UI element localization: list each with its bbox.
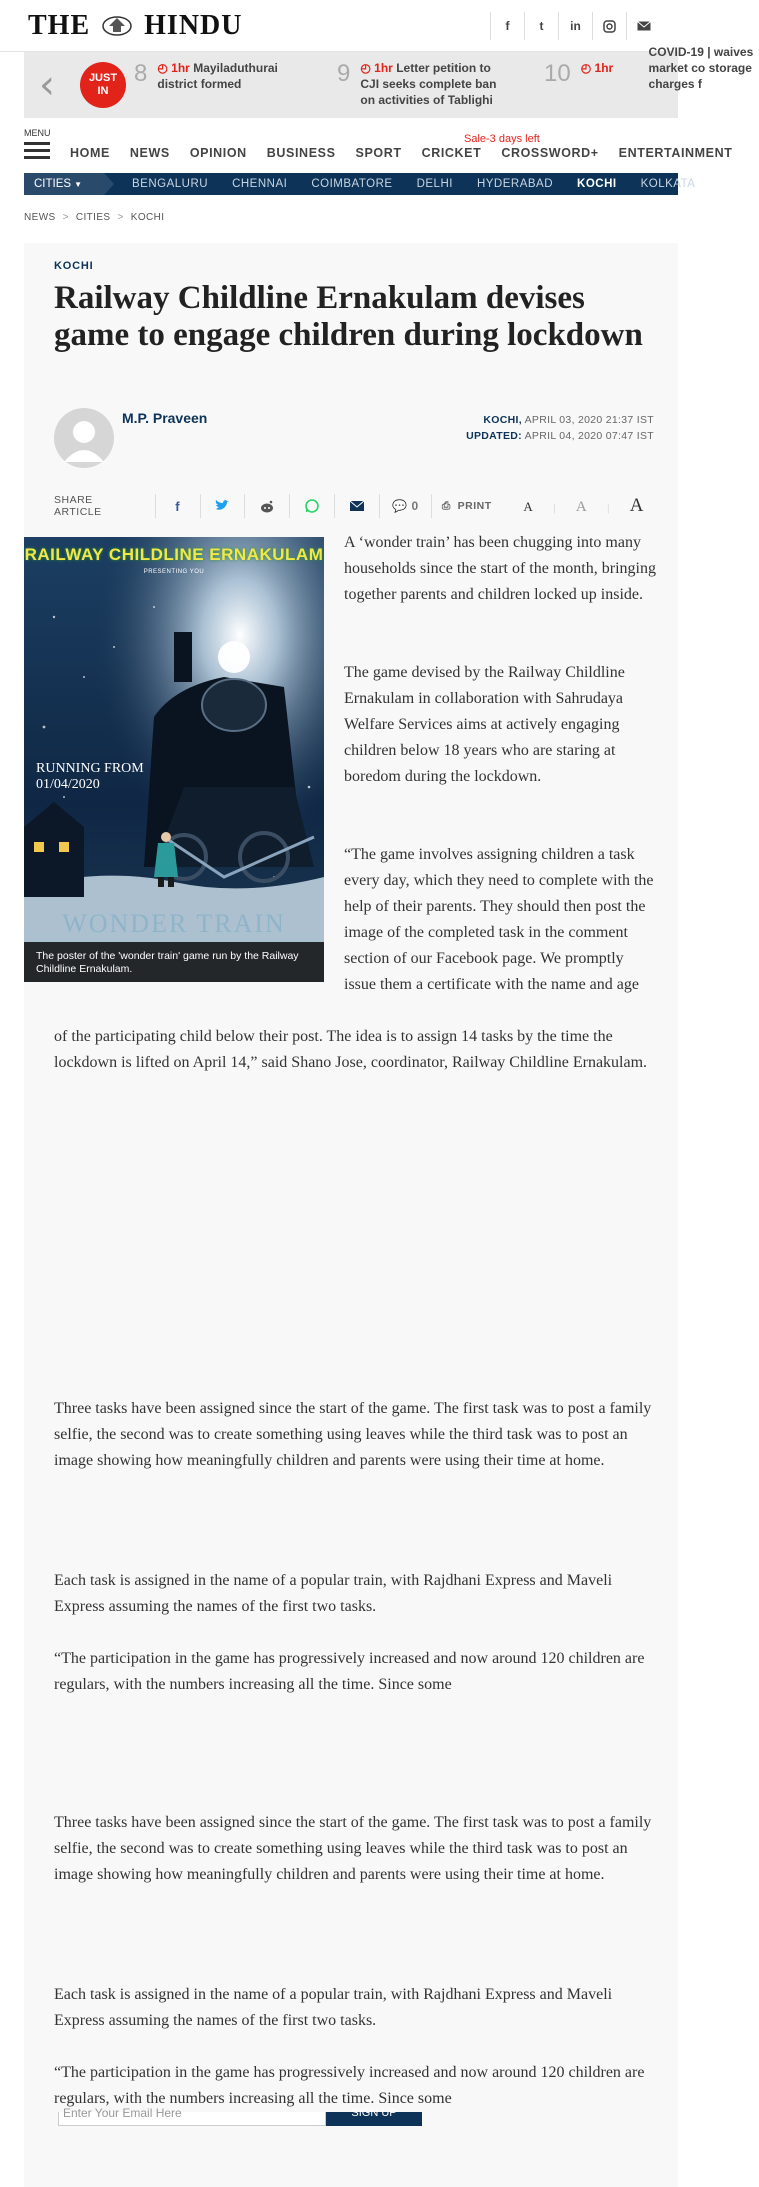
article-paragraph: of the participating child below their post. The idea is to assign 14 tasks by the time the lockdown is lifted on April 14,” said Shano Jose, coordinator, Railway Childline Ernakulam. [54, 1028, 648, 1071]
breadcrumb: NEWS > CITIES > KOCHI [24, 212, 165, 223]
city-chennai[interactable]: CHENNAI [232, 178, 288, 190]
avatar[interactable] [54, 408, 114, 468]
city-kolkata[interactable]: KOLKATA [640, 178, 696, 190]
article-paragraph: A ‘wonder train’ has been chugging into many households since the start of the month, bringing together parents and children locked up inside. [344, 534, 656, 603]
author-name[interactable]: M.P. Praveen [122, 410, 208, 426]
article-paragraph: Three tasks have been assigned since the start of the game. The first task was to post a family selfie, the second was to create something using leaves while the third task was to post an image showing how meaningfully children and parents were using their time at home. [54, 1400, 652, 1469]
article-title: Railway Childline Ernakulam devises game to engage children during lockdown [54, 280, 643, 353]
city-kochi[interactable]: KOCHI [577, 178, 617, 190]
poster-subtitle: PRESENTING YOU [143, 569, 205, 575]
poster-name: WONDER TRAIN [62, 909, 286, 938]
font-size-large[interactable]: A [629, 495, 644, 516]
article-paragraph: Each task is assigned in the name of a popular train, with Rajdhani Express and Maveli Express assuming the names of the first two tasks. [54, 1986, 613, 2029]
cities-dropdown[interactable]: CITIES ▼ [24, 173, 104, 195]
share-label: SHARE ARTICLE [54, 494, 102, 518]
nav-crossword[interactable]: CROSSWORD+ [501, 146, 599, 160]
email-input[interactable]: Enter Your Email Here [58, 2112, 326, 2126]
nav-news[interactable]: NEWS [129, 146, 170, 160]
instagram-icon[interactable] [592, 12, 626, 40]
city-bengaluru[interactable]: BENGALURU [131, 178, 209, 190]
twitter-icon[interactable]: t [524, 12, 558, 40]
breadcrumb-kochi[interactable]: KOCHI [130, 212, 165, 223]
hamburger-icon [24, 142, 54, 159]
article-paragraph: Three tasks have been assigned since the start of the game. The first task was to post a family selfie, the second was to create something using leaves while the third task was to post an image showing how meaningfully children and parents were using their time at home. [54, 1814, 652, 1883]
email-share-icon[interactable] [334, 494, 379, 518]
main-nav [70, 146, 752, 160]
nav-home[interactable]: HOME [70, 146, 110, 160]
nav-opinion[interactable]: OPINION [189, 146, 247, 160]
ticker-item[interactable]: 10 ◴ 1hr COVID-19 | waives market co storage charges f [544, 45, 754, 91]
comment-icon: 💬 [392, 499, 408, 513]
site-logo[interactable] [28, 10, 242, 42]
article-paragraph: The game devised by the Railway Childline Ernakulam in collaboration with Sahrudaya Welfare Services aims at actively engaging children below 18 years who are staring at boredom during the lockdown. [344, 664, 625, 785]
facebook-share-icon[interactable]: f [155, 494, 200, 518]
truncated-paragraph: “The participation in the game has progressively increased and now around 120 children are regulars, with the numbers increasing all the time. Since some [54, 1650, 645, 1693]
linkedin-icon[interactable]: in [558, 12, 592, 40]
mail-icon[interactable] [626, 12, 660, 40]
user-icon [54, 408, 114, 468]
poster-title: RAILWAY CHILDLINE ERNAKULAM [24, 545, 324, 564]
city-delhi[interactable]: DELHI [416, 178, 453, 190]
breadcrumb-cities[interactable]: CITIES [75, 212, 111, 223]
cities-bar [24, 173, 696, 195]
clock-icon: ◴ [580, 61, 595, 75]
print-button[interactable]: ⎙ PRINT [431, 494, 501, 518]
caret-down-icon: ▼ [74, 179, 82, 189]
article-paragraph: Each task is assigned in the name of a popular train, with Rajdhani Express and Maveli Express assuming the names of the first two tasks. [54, 1572, 613, 1615]
chevron-left-icon[interactable]: ‹ [39, 62, 55, 108]
city-hyderabad[interactable]: HYDERABAD [476, 178, 554, 190]
poster-running-from: RUNNING FROM 01/04/2020 [36, 761, 144, 792]
ticker-item[interactable]: 9 ◴ 1hr Letter petition to CJI seeks complete ban on activities of Tablighi [337, 60, 497, 107]
city-coimbatore[interactable]: COIMBATORE [311, 178, 393, 190]
sign-up-button[interactable]: SIGN UP [326, 2112, 422, 2126]
comments-button[interactable]: 💬 0 [379, 494, 432, 518]
font-size-small[interactable]: A [523, 499, 534, 514]
article-paragraph: “The game involves assigning children a task every day, which they need to complete with the help of their parents. They should then post the image of the completed task in the comment section of our Facebook page. We promptly issue them a certificate with the name and age [344, 846, 654, 993]
ticker-item[interactable]: 8 ◴ 1hr Mayiladuthurai district formed [134, 60, 278, 91]
clock-icon: ◴ [360, 61, 375, 75]
font-size-controls: A | A | A [523, 495, 644, 516]
figure-caption: The poster of the 'wonder train' game run by the Railway Childline Ernakulam. [24, 942, 324, 982]
logo-text-right: HINDU [144, 10, 243, 41]
menu-button[interactable]: MENU [24, 128, 54, 163]
clock-icon: ◴ [157, 61, 172, 75]
masthead [0, 0, 678, 52]
font-size-medium[interactable]: A [575, 499, 588, 515]
nav-cricket[interactable]: CRICKET [421, 146, 482, 160]
nav-business[interactable]: BUSINESS [266, 146, 336, 160]
article-figure[interactable] [24, 537, 324, 982]
share-bar [54, 492, 654, 520]
just-in-ticker [24, 45, 754, 118]
article-dates: KOCHI, APRIL 03, 2020 21:37 IST UPDATED: APRIL 04, 2020 07:47 IST [466, 414, 654, 442]
whatsapp-share-icon[interactable] [289, 494, 334, 518]
nav-sport[interactable]: SPORT [355, 146, 402, 160]
twitter-share-icon[interactable] [200, 494, 245, 518]
article-card-bottom [24, 2126, 678, 2187]
printer-icon: ⎙ [441, 499, 451, 512]
logo-text-left: THE [28, 10, 91, 41]
newsletter-signup [58, 2106, 422, 2126]
reddit-share-icon[interactable] [244, 494, 289, 518]
nav-entertainment[interactable]: ENTERTAINMENT [618, 146, 733, 160]
article-kicker[interactable]: KOCHI [54, 260, 94, 272]
just-in-badge: JUST IN [80, 62, 126, 108]
breadcrumb-news[interactable]: NEWS [24, 212, 56, 223]
facebook-icon[interactable]: f [490, 12, 524, 40]
crest-icon [100, 13, 134, 37]
truncated-paragraph: “The participation in the game has progressively increased and now around 120 children are regulars, with the numbers increasing all the time. Since some [54, 2064, 645, 2107]
sale-banner[interactable]: Sale-3 days left [464, 133, 540, 145]
social-links [490, 12, 660, 40]
